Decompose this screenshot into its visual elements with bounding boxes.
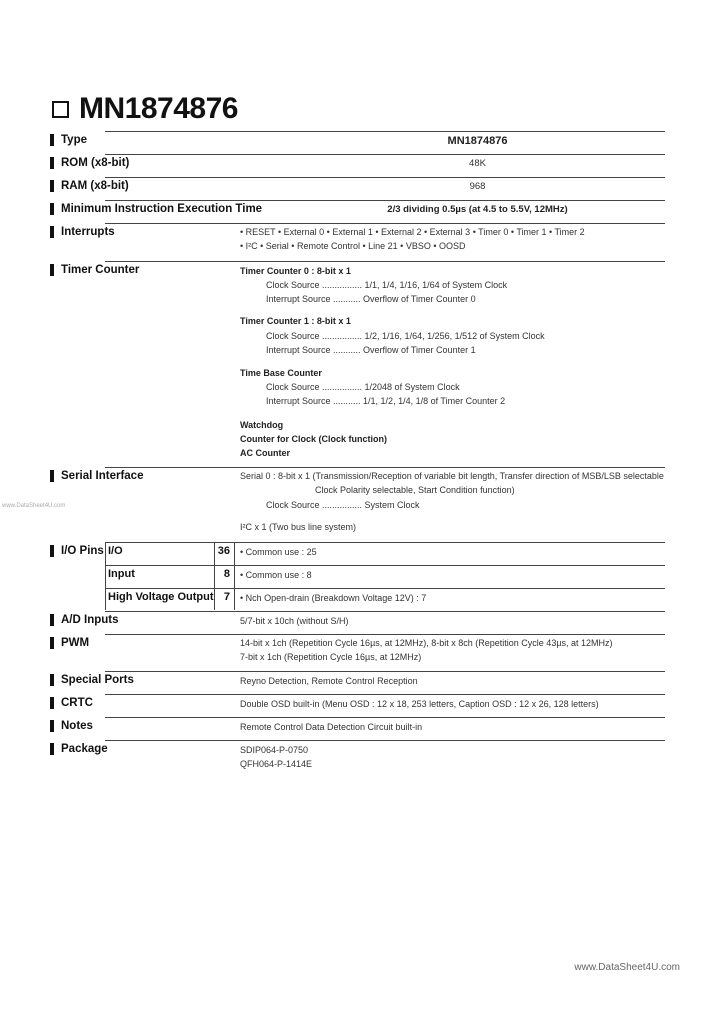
- row-divider: [105, 634, 665, 635]
- package-line1: SDIP064-P-0750: [240, 745, 309, 755]
- row-marker-icon: [50, 180, 54, 192]
- interrupts-line2: • I²C • Serial • Remote Control • Line 21 • VBSO • OOSD: [240, 241, 466, 251]
- hv-output-count: 7: [223, 591, 230, 603]
- row-label: Minimum Instruction Execution Time: [50, 203, 262, 215]
- watchdog: Watchdog: [240, 420, 284, 430]
- serial-line2: Clock Polarity selectable, Start Condition function): [315, 485, 515, 495]
- page-title: [52, 92, 238, 126]
- row-marker-icon: [50, 720, 54, 732]
- row-label: PWM: [50, 637, 89, 649]
- input-count: 8: [223, 568, 230, 580]
- interrupts-line1: • RESET • External 0 • External 1 • External 2 • External 3 • Timer 0 • Timer 1 • Timer 2: [240, 227, 585, 237]
- pwm-line1: 14-bit x 1ch (Repetition Cycle 16µs, at 12MHz), 8-bit x 8ch (Repetition Cycle 43µs, at 12MHz): [240, 638, 613, 648]
- timer1-title: Timer Counter 1 : 8-bit x 1: [240, 316, 351, 326]
- ac-counter: AC Counter: [240, 448, 290, 458]
- serial-line3: Clock Source ................ System Clock: [266, 500, 420, 510]
- rom-value: 48K: [469, 158, 486, 169]
- hv-output-label: High Voltage Output: [108, 591, 214, 603]
- row-marker-icon: [50, 226, 54, 238]
- row-label: Timer Counter: [50, 264, 139, 276]
- row-label: Type: [50, 134, 87, 146]
- io-count: 36: [217, 545, 230, 557]
- type-value: MN1874876: [447, 135, 508, 147]
- timer0-clock: Clock Source ................ 1/1, 1/4, 1/16, 1/64 of System Clock: [266, 280, 508, 290]
- special-value: Reyno Detection, Remote Control Reception: [240, 676, 418, 686]
- row-marker-icon: [50, 614, 54, 626]
- ram-value: 968: [469, 181, 486, 192]
- row-marker-icon: [50, 545, 54, 557]
- timebase-interrupt: Interrupt Source ........... 1/1, 1/2, 1/4, 1/8 of Timer Counter 2: [266, 396, 506, 406]
- footer-watermark: www.DataSheet4U.com: [574, 962, 680, 973]
- row-label: RAM (x8-bit): [50, 180, 129, 192]
- hv-output-value: • Nch Open-drain (Breakdown Voltage 12V) : 7: [240, 593, 427, 603]
- input-value: • Common use : 8: [240, 570, 312, 580]
- row-divider: [105, 694, 665, 695]
- row-divider: [105, 131, 665, 132]
- io-divider-h1: [105, 565, 665, 566]
- row-type: [50, 134, 665, 154]
- crtc-value: Double OSD built-in (Menu OSD : 12 x 18, 253 letters, Caption OSD : 12 x 26, 128 letters): [240, 699, 599, 709]
- row-marker-icon: [50, 697, 54, 709]
- row-label: Interrupts: [50, 226, 115, 238]
- pwm-line2: 7-bit x 1ch (Repetition Cycle 16µs, at 12MHz): [240, 652, 422, 662]
- io-divider-v1: [105, 542, 106, 610]
- input-label: Input: [108, 568, 135, 580]
- serial-line1: Serial 0 : 8-bit x 1 (Transmission/Reception of variable bit length, Transfer direction of MSB/LSB selectable: [240, 471, 664, 481]
- notes-value: Remote Control Data Detection Circuit built-in: [240, 722, 423, 732]
- row-label: I/O Pins: [50, 545, 104, 557]
- row-marker-icon: [50, 134, 54, 146]
- timer0-interrupt: Interrupt Source ........... Overflow of Timer Counter 0: [266, 294, 476, 304]
- row-marker-icon: [50, 203, 54, 215]
- timebase-title: Time Base Counter: [240, 368, 322, 378]
- row-marker-icon: [50, 470, 54, 482]
- row-divider: [105, 542, 665, 543]
- timebase-clock: Clock Source ................ 1/2048 of System Clock: [266, 382, 460, 392]
- row-divider: [105, 154, 665, 155]
- row-marker-icon: [50, 264, 54, 276]
- margin-watermark: www.DataSheet4U.com: [2, 503, 66, 509]
- row-label: ROM (x8-bit): [50, 157, 129, 169]
- page-title-text: MN1874876: [79, 92, 238, 125]
- row-label: CRTC: [50, 697, 93, 709]
- ad-value: 5/7-bit x 10ch (without S/H): [240, 616, 349, 626]
- package-line2: QFH064-P-1414E: [240, 759, 313, 769]
- row-divider: [105, 223, 665, 224]
- checkbox-icon: [52, 101, 69, 118]
- row-divider: [105, 467, 665, 468]
- row-label: A/D Inputs: [50, 614, 119, 626]
- row-divider: [105, 200, 665, 201]
- row-label: Package: [50, 743, 108, 755]
- timer0-title: Timer Counter 0 : 8-bit x 1: [240, 266, 351, 276]
- timer1-clock: Clock Source ................ 1/2, 1/16, 1/64, 1/256, 1/512 of System Clock: [266, 331, 545, 341]
- timer1-interrupt: Interrupt Source ........... Overflow of Timer Counter 1: [266, 345, 476, 355]
- row-marker-icon: [50, 637, 54, 649]
- io-label: I/O: [108, 545, 123, 557]
- row-label: Serial Interface: [50, 470, 143, 482]
- io-value: • Common use : 25: [240, 547, 317, 557]
- io-divider-v3: [234, 542, 235, 610]
- serial-line4: I²C x 1 (Two bus line system): [240, 522, 357, 532]
- row-divider: [105, 740, 665, 741]
- row-divider: [105, 177, 665, 178]
- row-marker-icon: [50, 674, 54, 686]
- io-divider-h2: [105, 588, 665, 589]
- row-divider: [105, 611, 665, 612]
- row-marker-icon: [50, 743, 54, 755]
- row-divider: [105, 261, 665, 262]
- row-label: Notes: [50, 720, 93, 732]
- row-label: Special Ports: [50, 674, 134, 686]
- min-exec-value: 2/3 dividing 0.5µs (at 4.5 to 5.5V, 12MHz): [387, 204, 568, 215]
- row-divider: [105, 671, 665, 672]
- row-marker-icon: [50, 157, 54, 169]
- clock-function: Counter for Clock (Clock function): [240, 434, 387, 444]
- row-io-pins: [50, 545, 665, 611]
- row-divider: [105, 717, 665, 718]
